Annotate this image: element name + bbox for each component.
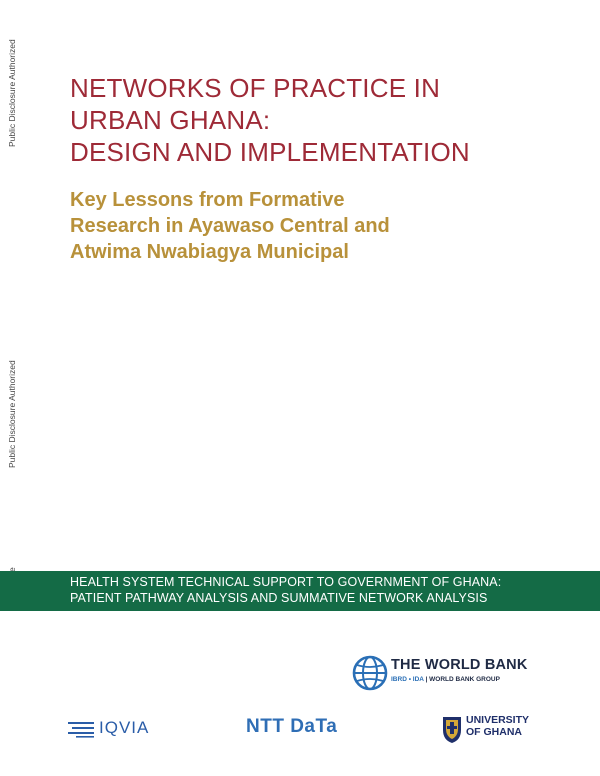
university-of-ghana-logo <box>441 714 541 746</box>
world-bank-subline: IBRD • IDA | WORLD BANK GROUP <box>391 676 500 683</box>
series-banner-text <box>70 574 590 606</box>
globe-icon <box>352 655 388 691</box>
report-subtitle-line-1: Key Lessons from Formative <box>70 189 345 211</box>
report-subtitle <box>70 187 570 265</box>
report-title-line-3: DESIGN AND IMPLEMENTATION <box>70 137 470 167</box>
report-subtitle-line-3: Atwima Nwabiagya Municipal <box>70 241 349 263</box>
world-bank-ibrd-ida: IBRD • IDA <box>391 676 424 683</box>
iqvia-wordmark: IQVIA <box>99 718 150 737</box>
university-name-line-2: OF GHANA <box>466 726 522 738</box>
report-title-line-1: NETWORKS OF PRACTICE IN <box>70 73 441 103</box>
side-label-disclosure-1: Public Disclosure Authorized <box>7 39 17 147</box>
report-title-line-2: URBAN GHANA: <box>70 105 271 135</box>
report-title <box>70 72 570 168</box>
university-name <box>466 714 529 738</box>
world-bank-group: WORLD BANK GROUP <box>429 676 500 683</box>
series-banner-line-2: PATIENT PATHWAY ANALYSIS AND SUMMATIVE NETWORK ANALYSIS <box>70 591 488 605</box>
university-crest-icon <box>441 714 463 744</box>
iqvia-lines-icon <box>68 719 96 739</box>
ntt-data-logo: NTT DaTa <box>246 716 338 737</box>
university-name-line-1: UNIVERSITY <box>466 714 530 726</box>
world-bank-logo <box>352 655 552 691</box>
world-bank-name: THE WORLD BANK <box>391 657 528 673</box>
report-subtitle-line-2: Research in Ayawaso Central and <box>70 215 390 237</box>
series-banner-line-1: HEALTH SYSTEM TECHNICAL SUPPORT TO GOVERNMENT OF GHANA: <box>70 575 502 589</box>
iqvia-logo <box>68 718 168 740</box>
side-label-disclosure-2: Public Disclosure Authorized <box>7 360 17 468</box>
